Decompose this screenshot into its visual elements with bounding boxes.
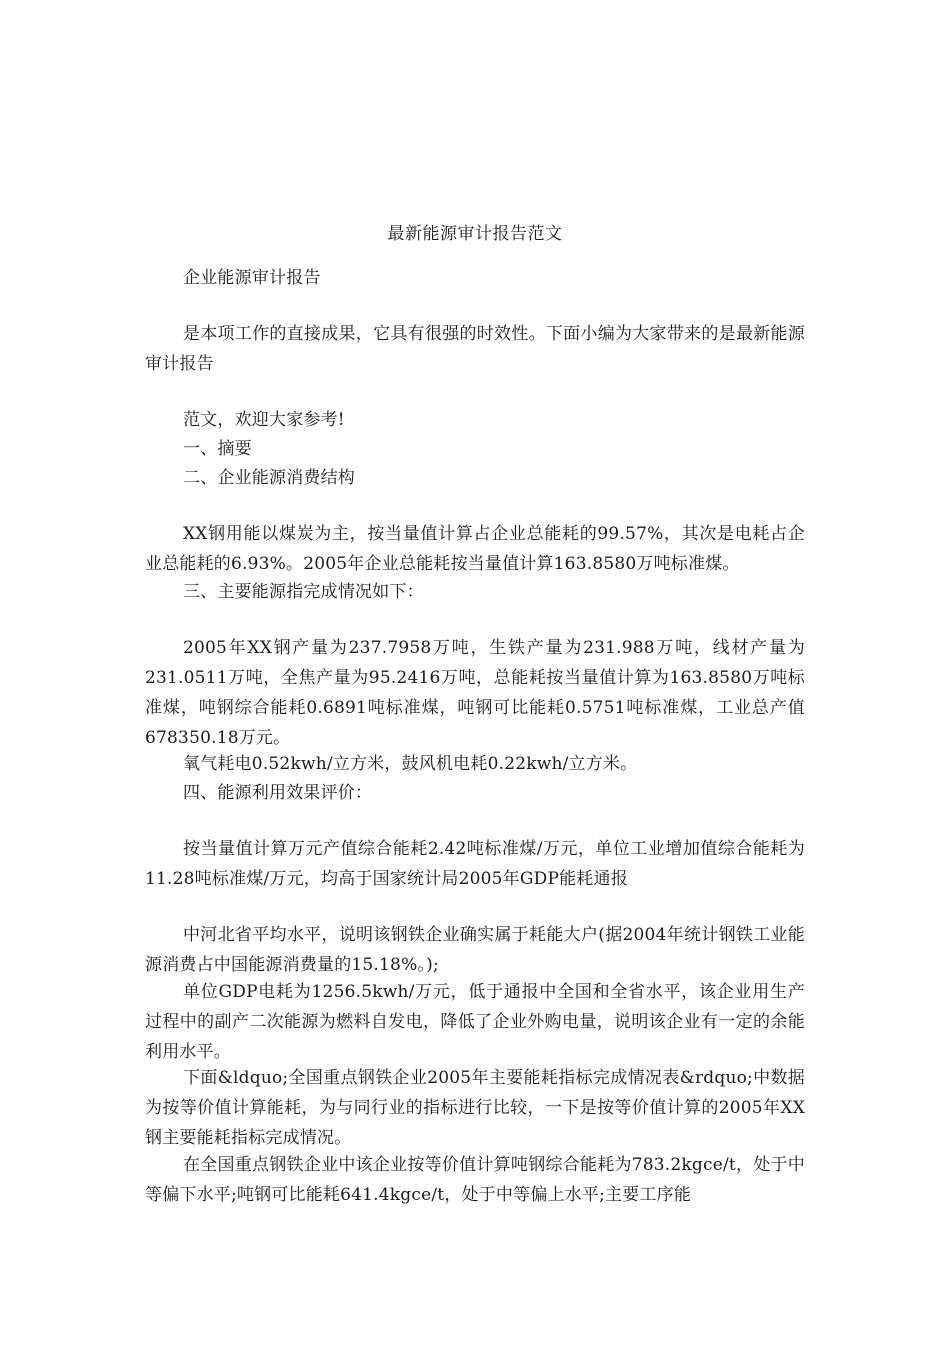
paragraph-subtitle: 企业能源审计报告 — [183, 268, 321, 288]
heading-main-indicators: 三、主要能源指完成情况如下： — [183, 582, 424, 602]
paragraph-welcome: 范文，欢迎大家参考! — [183, 410, 345, 430]
paragraph-evaluation: 按当量值计算万元产值综合能耗2.42吨标准煤/万元，单位工业增加值综合能耗为11.28吨标准煤/万元，均高于国家统计局2005年GDP能耗通报 — [145, 839, 805, 889]
paragraph-production: 2005年XX钢产量为237.7958万吨，生铁产量为231.988万吨，线材产量为231.0511万吨，全焦产量为95.2416万吨，总能耗按当量值计算为163.8580万吨标准煤，吨钢综合能耗0.6891吨标准煤，吨钢可比能耗0.5751吨标准煤，工业总产值678350.18万元。 — [145, 638, 805, 748]
heading-consumption-structure: 二、企业能源消费结构 — [183, 468, 355, 488]
paragraph-comparison-table: 下面&ldquo;全国重点钢铁企业2005年主要能耗指标完成情况表&rdquo;中数据为按等价值计算能耗，为与同行业的指标进行比较，一下是按等价值计算的2005年XX钢主要能耗指标完成情况。 — [145, 1068, 805, 1148]
paragraph-consumption: XX钢用能以煤炭为主，按当量值计算占企业总能耗的99.57%，其次是电耗占企业总能耗的6.93%。2005年企业总能耗按当量值计算163.8580万吨标准煤。 — [145, 524, 805, 574]
paragraph-gdp-power: 单位GDP电耗为1256.5kwh/万元，低于通报中全国和全省水平，该企业用生产过程中的副产二次能源为燃料自发电，降低了企业外购电量，说明该企业有一定的余能利用水平。 — [145, 982, 805, 1062]
paragraph-intro: 是本项工作的直接成果，它具有很强的时效性。下面小编为大家带来的是最新能源审计报告 — [145, 324, 805, 374]
paragraph-province-level: 中河北省平均水平，说明该钢铁企业确实属于耗能大户(据2004年统计钢铁工业能源消费占中国能源消费量的15.18%。); — [145, 925, 805, 975]
heading-summary: 一、摘要 — [183, 439, 252, 459]
paragraph-ranking: 在全国重点钢铁企业中该企业按等价值计算吨钢综合能耗为783.2kgce/t，处于中等偏下水平;吨钢可比能耗641.4kgce/t，处于中等偏上水平;主要工序能 — [145, 1155, 805, 1205]
document-title: 最新能源审计报告范文 — [387, 224, 563, 244]
heading-evaluation: 四、能源利用效果评价： — [183, 783, 373, 803]
paragraph-power-consumption: 氧气耗电0.52kwh/立方米，鼓风机电耗0.22kwh/立方米。 — [183, 754, 638, 774]
